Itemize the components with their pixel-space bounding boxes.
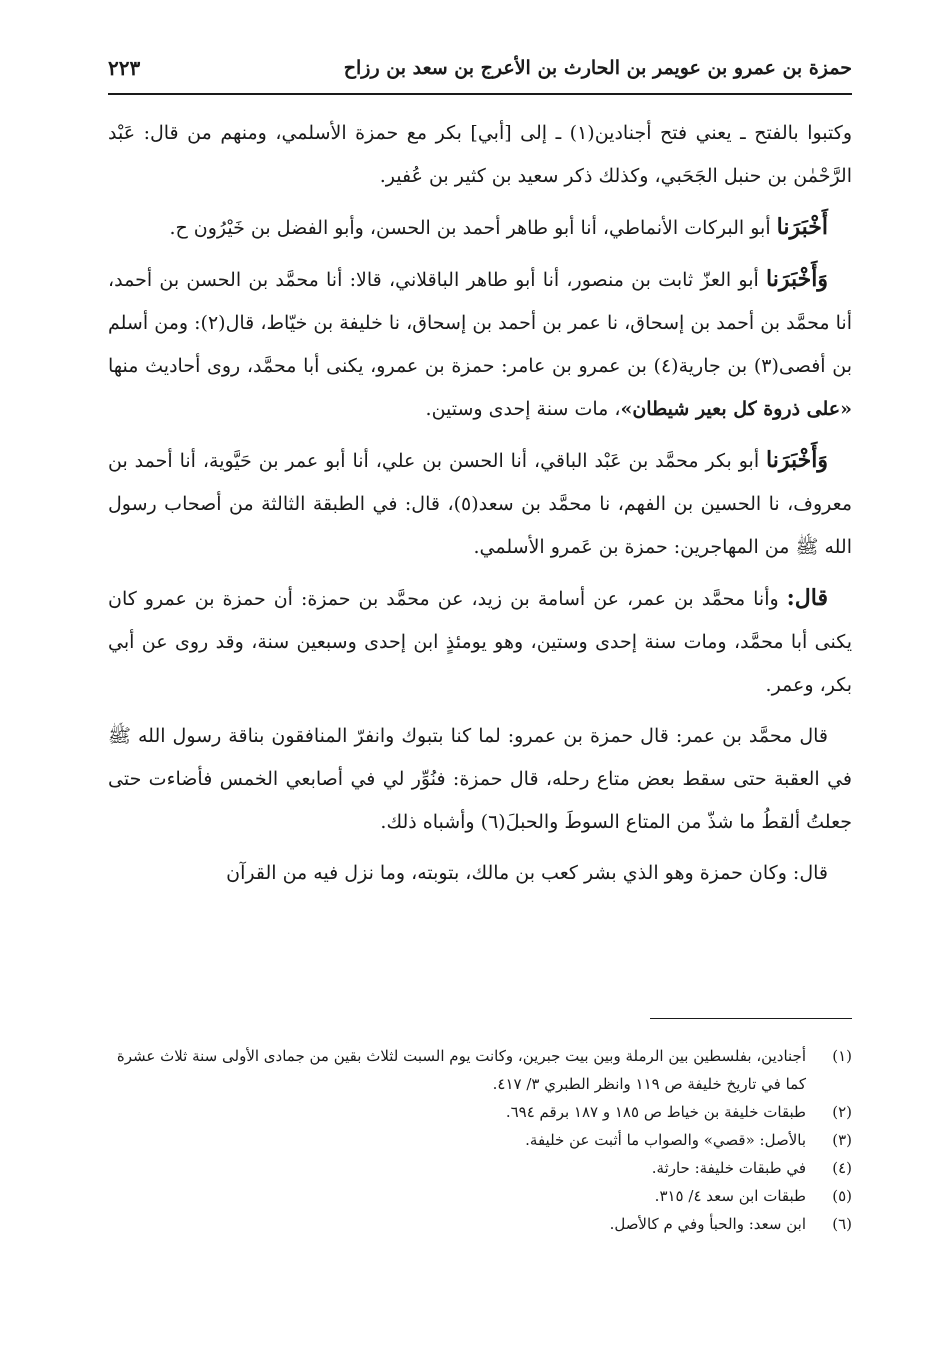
footnote-text: طبقات ابن سعد ٤/ ٣١٥. — [654, 1187, 806, 1205]
paragraph-6-text: قال محمَّد بن عمر: قال حمزة بن عمرو: لما كنا بتبوك وانفرّ المنافقون بناقة رسول الله ﷺ في العقبة حتى سقط بعض متاع رحله، قال حمزة: فنُوِّر لي في أصابعي الخمس فأضاءت حتى جعلتُ ألقطُ ما شذّ من المتاع السوطَ والحبلَ(٦) وأشباه ذلك. — [108, 725, 852, 833]
paragraph-4 — [108, 439, 852, 569]
paragraph-4-text: أبو بكر محمَّد بن عَبْد الباقي، أنا الحسن بن علي، أنا أبو عمر بن حَيَّوية، أنا أحمد بن معروف، نا الحسين بن الفهم، نا محمَّد بن سعد(٥)، قال: في الطبقة الثالثة من أصحاب رسول الله ﷺ من المهاجرين: حمزة بن عَمرو الأسلمي. — [108, 450, 852, 558]
footnote-number: (٥) — [832, 1187, 852, 1205]
page-number: ٢٢٣ — [108, 56, 141, 80]
running-title: حمزة بن عمرو بن عويمر بن الحارث بن الأعرج بن سعد بن رزاح — [343, 57, 852, 79]
footnote-number: (٦) — [832, 1215, 852, 1233]
paragraph-5 — [108, 577, 852, 707]
footnote-number: (٣) — [832, 1131, 852, 1149]
footnote — [108, 1126, 852, 1154]
header-rule — [108, 93, 852, 95]
hadith-quote: «على ذروة كل بعير شيطان» — [620, 398, 852, 420]
footnote-number: (٢) — [832, 1103, 852, 1121]
footnote-text: بالأصل: «قصي» والصواب ما أثبت عن خليفة. — [525, 1131, 806, 1149]
footnote-separator — [650, 1018, 852, 1019]
footnote — [108, 1042, 852, 1098]
paragraph-1 — [108, 112, 852, 198]
footnotes — [108, 1042, 852, 1238]
footnote-number: (٤) — [832, 1159, 852, 1177]
paragraph-1-text: وكتبوا بالفتح ـ يعني فتح أجنادين(١) ـ إلى [أبي] بكر مع حمزة الأسلمي، ومنهم من قال: عَبْد الرَّحْمٰن بن حنبل الجَحَبي، وكذلك ذكر سعيد بن كثير بن عُفير. — [108, 122, 852, 187]
paragraph-2 — [108, 206, 852, 250]
main-text — [108, 112, 852, 903]
isnad-lead: وَأَخْبَرَنا — [766, 447, 828, 473]
footnote — [108, 1098, 852, 1126]
paragraph-3-text: أبو العزّ ثابت بن منصور، أنا أبو طاهر الباقلاني، قالا: أنا محمَّد بن الحسن بن أحمد، أنا محمَّد بن أحمد بن إسحاق، نا عمر بن أحمد بن إسحاق، نا خليفة بن خيّاط، قال(٢): ومن أسلم بن أفصى(٣) بن جارية(٤) بن عمرو بن عامر: حمزة بن عمرو، يكنى أبا محمَّد، روى أحاديث منها — [108, 269, 853, 377]
footnote — [108, 1210, 852, 1238]
page-header — [108, 48, 852, 88]
footnote-text: في طبقات خليفة: حارثة. — [651, 1159, 806, 1177]
paragraph-5-text: وأنا محمَّد بن عمر، عن أسامة بن زيد، عن محمَّد بن حمزة: أن حمزة بن عمرو كان يكنى أبا محمَّد، ومات سنة إحدى وستين، وهو يومئذٍ ابن إحدى وسبعين سنة، وقد روى عن أبي بكر، وعمر. — [108, 588, 852, 696]
paragraph-2-text: أبو البركات الأنماطي، أنا أبو طاهر أحمد بن الحسن، وأبو الفضل بن خَيْرُون ح. — [169, 217, 777, 239]
isnad-lead: أَخْبَرَنا — [776, 214, 828, 240]
footnote — [108, 1154, 852, 1182]
paragraph-6 — [108, 715, 852, 844]
paragraph-7-text: قال: وكان حمزة وهو الذي بشر كعب بن مالك، بتوبته، وما نزل فيه من القرآن — [226, 862, 828, 884]
paragraph-3-text-end: ، مات سنة إحدى وستين. — [425, 398, 621, 420]
paragraph-7 — [108, 852, 852, 895]
footnote-text: أجنادين، بفلسطين بين الرملة وبين بيت جبرين، وكانت يوم السبت لثلاث بقين من جمادى الأولى سنة ثلاث عشرة كما في تاريخ خليفة ص ١١٩ وانظر الطبري ٣/ ٤١٧. — [116, 1047, 806, 1093]
isnad-lead: وَأَخْبَرَنا — [766, 266, 828, 292]
footnote — [108, 1182, 852, 1210]
footnote-text: ابن سعد: والحبأ وفي م كالأصل. — [609, 1215, 806, 1233]
footnote-text: طبقات خليفة بن خياط ص ١٨٥ و ١٨٧ برقم ٦٩٤. — [505, 1103, 806, 1121]
qala-lead: قال: — [786, 585, 828, 611]
paragraph-3 — [108, 258, 852, 431]
footnote-number: (١) — [832, 1047, 852, 1065]
